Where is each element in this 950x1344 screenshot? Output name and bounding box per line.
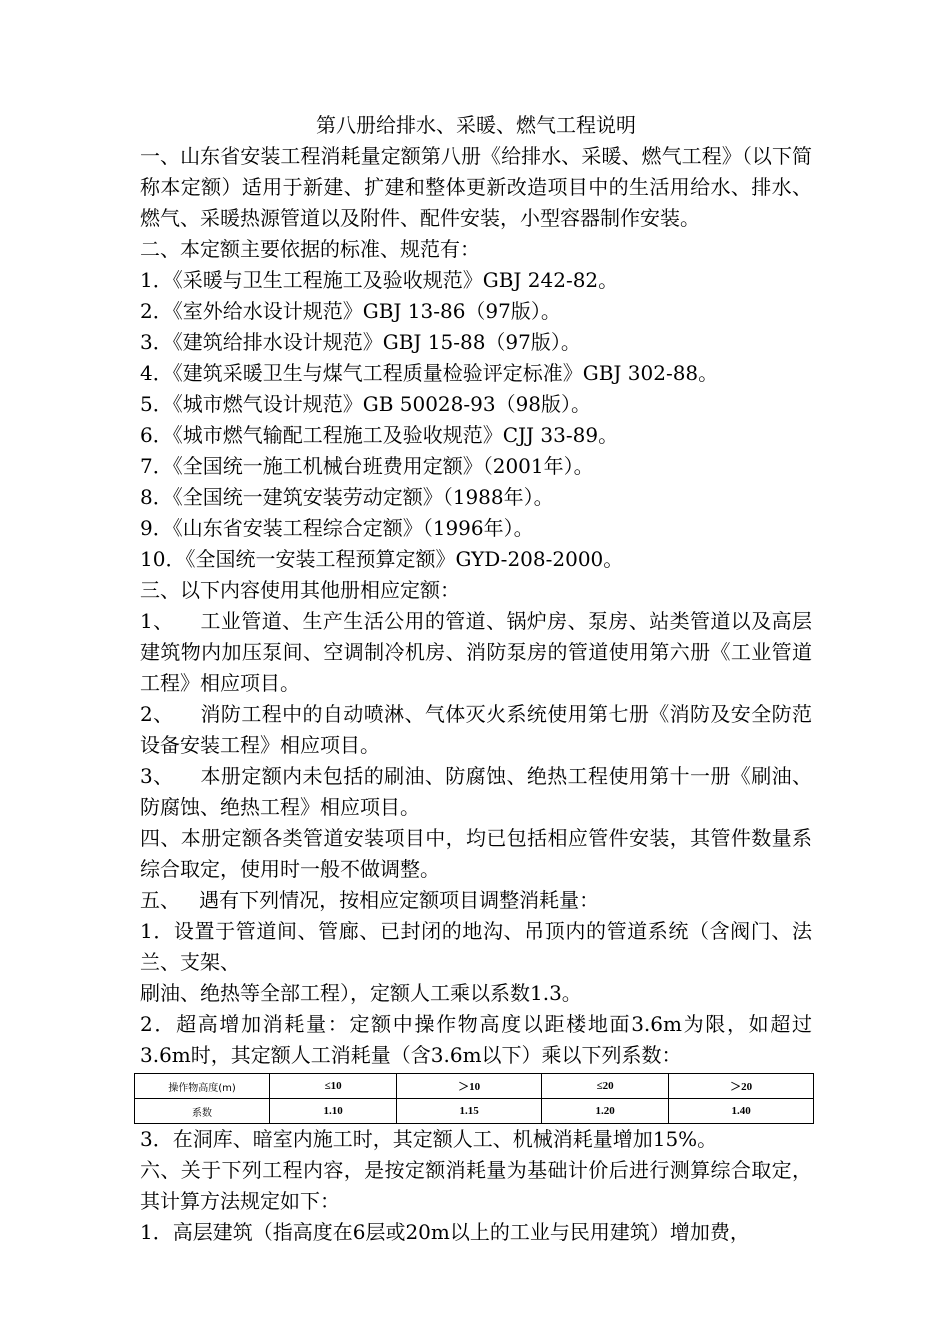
table-cell: 系数 [135, 1099, 270, 1124]
list-item: 5．《城市燃气设计规范》GB 50028-93（98版）。 [140, 392, 592, 416]
paragraph: 三、以下内容使用其他册相应定额： [140, 578, 460, 602]
list-item: 1．高层建筑（指高度在6层或20m以上的工业与民用建筑）增加费， [140, 1220, 750, 1244]
list-item: 刷油、绝热等全部工程），定额人工乘以系数1.3。 [140, 981, 582, 1005]
list-item: 9．《山东省安装工程综合定额》（1996年）。 [140, 516, 534, 540]
table-row [135, 1074, 814, 1099]
coefficient-table [134, 1073, 814, 1124]
table-cell: ＞10 [397, 1074, 542, 1099]
list-item: 4．《建筑采暖卫生与煤气工程质量检验评定标准》GBJ 302-88。 [140, 361, 719, 385]
list-item: 8．《全国统一建筑安装劳动定额》（1988年）。 [140, 485, 554, 509]
table-row [135, 1099, 814, 1124]
paragraph: 四、本册定额各类管道安装项目中，均已包括相应管件安装，其管件数量系综合取定，使用时一般不做调整。 [140, 826, 812, 881]
table-cell: 1.15 [397, 1099, 542, 1124]
list-item: 3．《建筑给排水设计规范》GBJ 15-88（97版）。 [140, 330, 581, 354]
list-item: 1．设置于管道间、管廊、已封闭的地沟、吊顶内的管道系统（含阀门、法兰、支架、 [140, 919, 812, 974]
list-item: 6．《城市燃气输配工程施工及验收规范》CJJ 33-89。 [140, 423, 619, 447]
table-cell: ≤20 [541, 1074, 668, 1099]
paragraph: 一、山东省安装工程消耗量定额第八册《给排水、采暖、燃气工程》（以下简称本定额）适用于新建、扩建和整体更新改造项目中的生活用给水、排水、燃气、采暖热源管道以及附件、配件安装，小型容器制作安装。 [140, 144, 812, 230]
table-cell: 1.20 [541, 1099, 668, 1124]
list-item: 2．《室外给水设计规范》GBJ 13-86（97版）。 [140, 299, 561, 323]
document-page [140, 110, 812, 1248]
list-item: 3、 本册定额内未包括的刷油、防腐蚀、绝热工程使用第十一册《刷油、防腐蚀、绝热工程》相应项目。 [140, 764, 812, 819]
paragraph: 五、 遇有下列情况，按相应定额项目调整消耗量： [140, 888, 600, 912]
list-item: 2、 消防工程中的自动喷淋、气体灭火系统使用第七册《消防及安全防范设备安装工程》相应项目。 [140, 702, 812, 757]
list-item: 3．在洞库、暗室内施工时，其定额人工、机械消耗量增加15%。 [140, 1127, 718, 1151]
table-cell: 操作物高度(m) [135, 1074, 270, 1099]
list-item: 1．《采暖与卫生工程施工及验收规范》GBJ 242-82。 [140, 268, 619, 292]
table-cell: ≤10 [270, 1074, 397, 1099]
table-cell: ＞20 [669, 1074, 814, 1099]
table-cell: 1.40 [669, 1099, 814, 1124]
document-title: 第八册给排水、采暖、燃气工程说明 [316, 113, 636, 137]
table-cell: 1.10 [270, 1099, 397, 1124]
list-item: 10．《全国统一安装工程预算定额》GYD-208-2000。 [140, 547, 624, 571]
list-item: 7．《全国统一施工机械台班费用定额》（2001年）。 [140, 454, 594, 478]
list-item: 2．超高增加消耗量：定额中操作物高度以距楼地面3.6m为限，如超过3.6m时，其定额人工消耗量（含3.6m以下）乘以下列系数： [140, 1012, 812, 1067]
list-item: 1、 工业管道、生产生活公用的管道、锅炉房、泵房、站类管道以及高层建筑物内加压泵间、空调制冷机房、消防泵房的管道使用第六册《工业管道工程》相应项目。 [140, 609, 812, 695]
paragraph: 二、本定额主要依据的标准、规范有： [140, 237, 480, 261]
paragraph: 六、关于下列工程内容，是按定额消耗量为基础计价后进行测算综合取定，其计算方法规定如下： [140, 1158, 812, 1213]
